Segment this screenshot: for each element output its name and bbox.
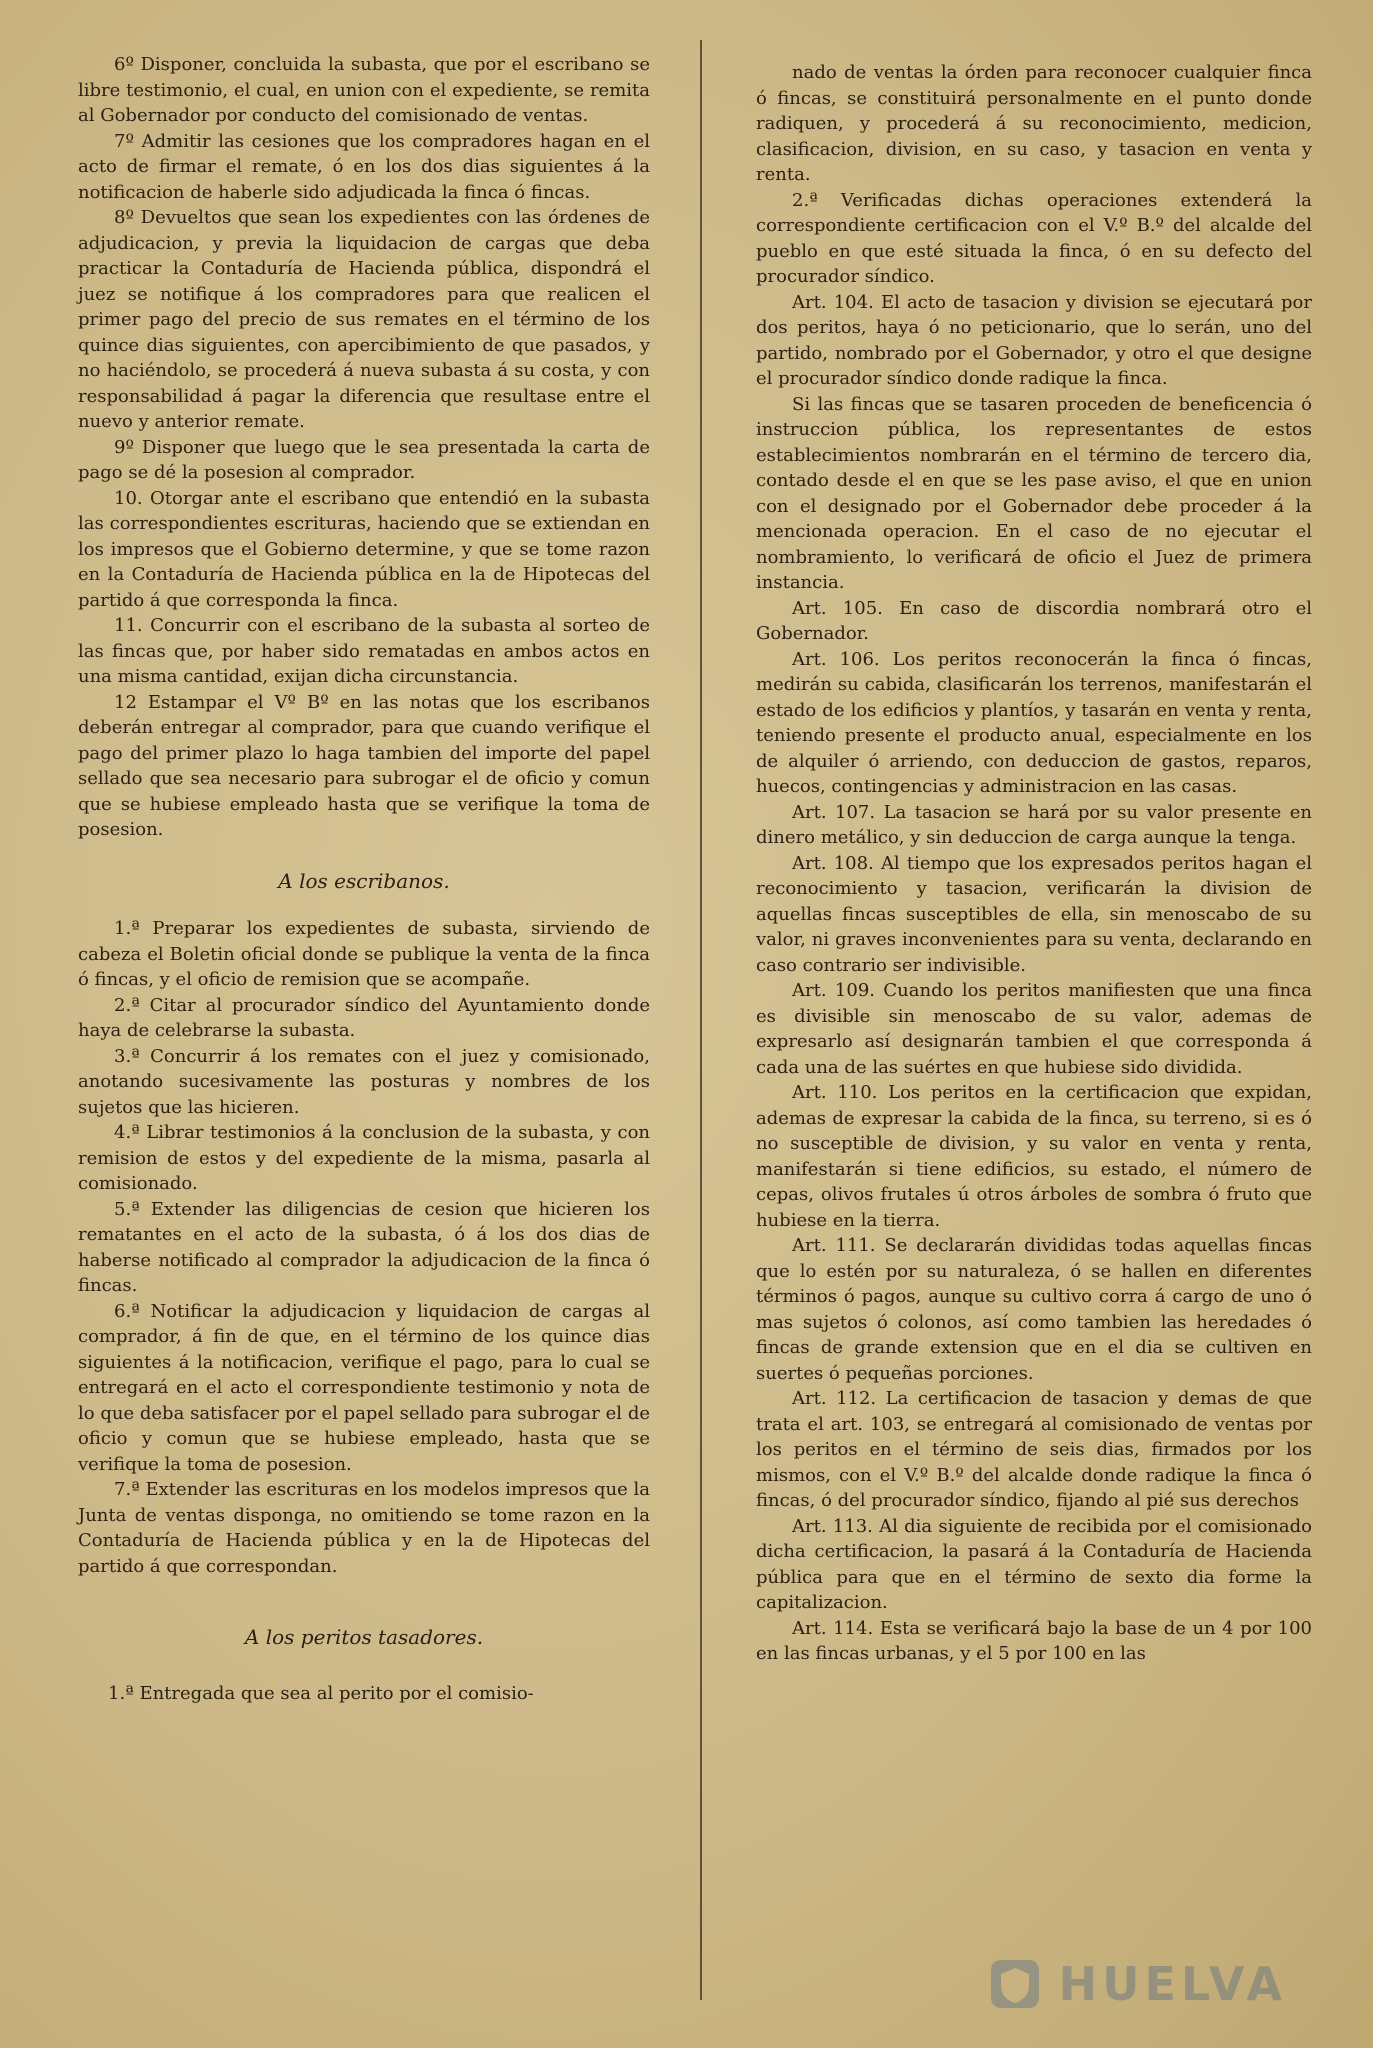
paragraph: Art. 113. Al dia siguiente de recibida por el comisionado dicha certificacion, la pasará á la Contaduría de Hacienda pública para que en el término de sexto dia forme la capitalizacion. <box>756 1515 1312 1613</box>
paragraph: Art. 106. Los peritos reconocerán la finca ó fincas, medirán su cabida, clasificarán los terrenos, manifestarán el estado de los edificios y plantíos, y tasarán en venta y renta, teniendo presente el producto anual, especialmente en los de alquiler ó arriendo, con deduccion de gastos, reparos, huecos, contingencias y administracion en las casas. <box>756 648 1312 797</box>
paragraph: 6.ª Notificar la adjudicacion y liquidacion de cargas al comprador, á fin de que, en el término de los quince dias siguientes á la notificacion, verifique el pago, para lo cual se entregará en el acto el correspondiente testimonio y nota de lo que deba satisfacer por el papel sellado para subrogar el de oficio y comun que se hubiese empleado, hasta que se verifique la toma de posesion. <box>78 1300 650 1475</box>
paragraph: 7.ª Extender las escrituras en los modelos impresos que la Junta de ventas disponga, no omitiendo se tome razon en la Contaduría de Hacienda pública y en la de Hipotecas del partido á que correspondan. <box>78 1479 650 1577</box>
watermark <box>985 1954 1287 2014</box>
section-heading-peritos: A los peritos tasadores. <box>244 1625 484 1649</box>
paragraph: 11. Concurrir con el escribano de la subasta al sorteo de las fincas que, por haber sido rematadas en ambos actos en una misma cantidad, exijan dicha circunstancia. <box>78 615 650 687</box>
watermark-text: HUELVA <box>1058 1957 1287 2011</box>
column-divider <box>700 40 702 2000</box>
paragraph: Art. 105. En caso de discordia nombrará otro el Gobernador. <box>756 597 1312 644</box>
left-paragraphs-a <box>78 52 650 843</box>
paragraph: Art. 104. El acto de tasacion y division se ejecutará por dos peritos, haya ó no peticionario, que lo serán, uno del partido, nombrado por el Gobernador, y otro el que designe el procurador síndico donde radique la finca. <box>756 291 1312 389</box>
paragraph: Art. 112. La certificacion de tasacion y demas de que trata el art. 103, se entregará al comisionado de ventas por los peritos en el término de seis dias, firmados por los mismos, con el V.º B.º del alcalde donde radique la finca ó fincas, ó del procurador síndico, fijando al pié sus derechos <box>756 1388 1312 1511</box>
paragraph: 12 Estampar el Vº Bº en las notas que los escribanos deberán entregar al comprador, para que cuando verifique el pago del primer plazo lo haga tambien del importe del papel sellado que sea necesario para subrogar el de oficio y comun que se hubiese empleado hasta que se verifique la toma de posesion. <box>78 691 650 840</box>
paragraph: 9º Disponer que luego que le sea presentada la carta de pago se dé la posesion al comprador. <box>78 436 650 483</box>
left-last-line: 1.ª Entregada que sea al perito por el comisio- <box>108 1682 534 1704</box>
section-heading-escribanos: A los escribanos. <box>278 868 450 893</box>
paragraph: 2.ª Citar al procurador síndico del Ayuntamiento donde haya de celebrarse la subasta. <box>78 994 650 1041</box>
left-paragraphs-b <box>78 916 650 1579</box>
paragraph: 7º Admitir las cesiones que los compradores hagan en el acto de firmar el remate, ó en los dos dias siguientes á la notificacion de haberle sido adjudicada la finca ó fincas. <box>78 130 650 203</box>
paragraph: Art. 110. Los peritos en la certificacion que expidan, ademas de expresar la cabida de la finca, su terreno, si es ó no susceptible de division, y su valor en venta y renta, manifestarán si tiene edificios, su estado, el número de cepas, olivos frutales ú otros árboles de sombra ó fruto que hubiese en la tierra. <box>756 1082 1312 1231</box>
paragraph: 2.ª Verificadas dichas operaciones extenderá la correspondiente certificacion con el V.º B.º del alcalde del pueblo en que esté situada la finca, ó en su defecto del procurador síndico. <box>756 189 1312 287</box>
right-column <box>756 60 1312 1667</box>
paragraph: nado de ventas la órden para reconocer cualquier finca ó fincas, se constituirá personalmente en el punto donde radiquen, y procederá á su reconocimiento, medicion, clasificacion, division, en su caso, y tasacion en venta y renta. <box>756 62 1312 185</box>
paragraph: Art. 111. Se declararán divididas todas aquellas fincas que lo estén por su naturaleza, ó se hallen en diferentes términos ó pagos, aunque su cultivo corra á cargo de uno ó mas sujetos ó colonos, así como tambien las heredades ó fincas de grande extension que en el dia se cultiven en suertes ó pequeñas porciones. <box>756 1235 1312 1384</box>
paragraph: Si las fincas que se tasaren proceden de beneficencia ó instruccion pública, los representantes de estos establecimientos nombrarán en el término de tercero dia, contado desde el en que se les pase aviso, el que en union con el designado por el Gobernador debe proceder á la mencionada operacion. En el caso de no ejecutar el nombramiento, lo verificará de oficio el Juez de primera instancia. <box>756 393 1312 593</box>
shield-icon <box>985 1954 1045 2014</box>
paragraph: 6º Disponer, concluida la subasta, que por el escribano se libre testimonio, el cual, en union con el expediente, se remita al Gobernador por conducto del comisionado de ventas. <box>78 54 650 126</box>
paragraph: 4.ª Librar testimonios á la conclusion de la subasta, y con remision de estos y del expediente de la misma, pasarla al comisionado. <box>78 1122 650 1194</box>
paragraph: Art. 109. Cuando los peritos manifiesten que una finca es divisible sin menoscabo de su valor, ademas de expresarlo así designarán tambien el que corresponda á cada una de las suértes en que hubiese sido dividida. <box>756 980 1312 1078</box>
paragraph: Art. 108. Al tiempo que los expresados peritos hagan el reconocimiento y tasacion, verificarán la division de aquellas fincas susceptibles de ella, sin menoscabo de su valor, ni graves inconvenientes para su venta, declarando en caso contrario ser indivisible. <box>756 852 1312 976</box>
paragraph: Art. 107. La tasacion se hará por su valor presente en dinero metálico, y sin deduccion de carga aunque la tenga. <box>756 801 1312 848</box>
paragraph: 8º Devueltos que sean los expedientes con las órdenes de adjudicacion, y previa la liquidacion de cargas que deba practicar la Contaduría de Hacienda pública, dispondrá el juez se notifique á los compradores para que realicen el primer pago del precio de sus remates en el término de los quince dias siguientes, con apercibimiento de que pasados, y no haciéndolo, se procederá á nueva subasta á su costa, y con responsabilidad á pagar la diferencia que resultase entre el nuevo y anterior remate. <box>78 207 650 432</box>
paragraph: 3.ª Concurrir á los remates con el juez y comisionado, anotando sucesivamente las posturas y nombres de los sujetos que las hicieren. <box>78 1045 650 1118</box>
paragraph: 5.ª Extender las diligencias de cesion que hicieren los rematantes en el acto de la subasta, ó á los dos dias de haberse notificado al comprador la adjudicacion de la finca ó fincas. <box>78 1198 650 1296</box>
paragraph: 1.ª Preparar los expedientes de subasta, sirviendo de cabeza el Boletin oficial donde se publique la venta de la finca ó fincas, y el oficio de remision que se acompañe. <box>78 918 650 990</box>
paragraph: Art. 114. Esta se verificará bajo la base de un 4 por 100 en las fincas urbanas, y el 5 por 100 en las <box>756 1617 1312 1664</box>
paragraph: 10. Otorgar ante el escribano que entendió en la subasta las correspondientes escrituras, haciendo que se extiendan en los impresos que el Gobierno determine, y que se tome razon en la Contaduría de Hacienda pública en la de Hipotecas del partido á que corresponda la finca. <box>78 487 650 611</box>
left-column <box>78 52 650 1706</box>
